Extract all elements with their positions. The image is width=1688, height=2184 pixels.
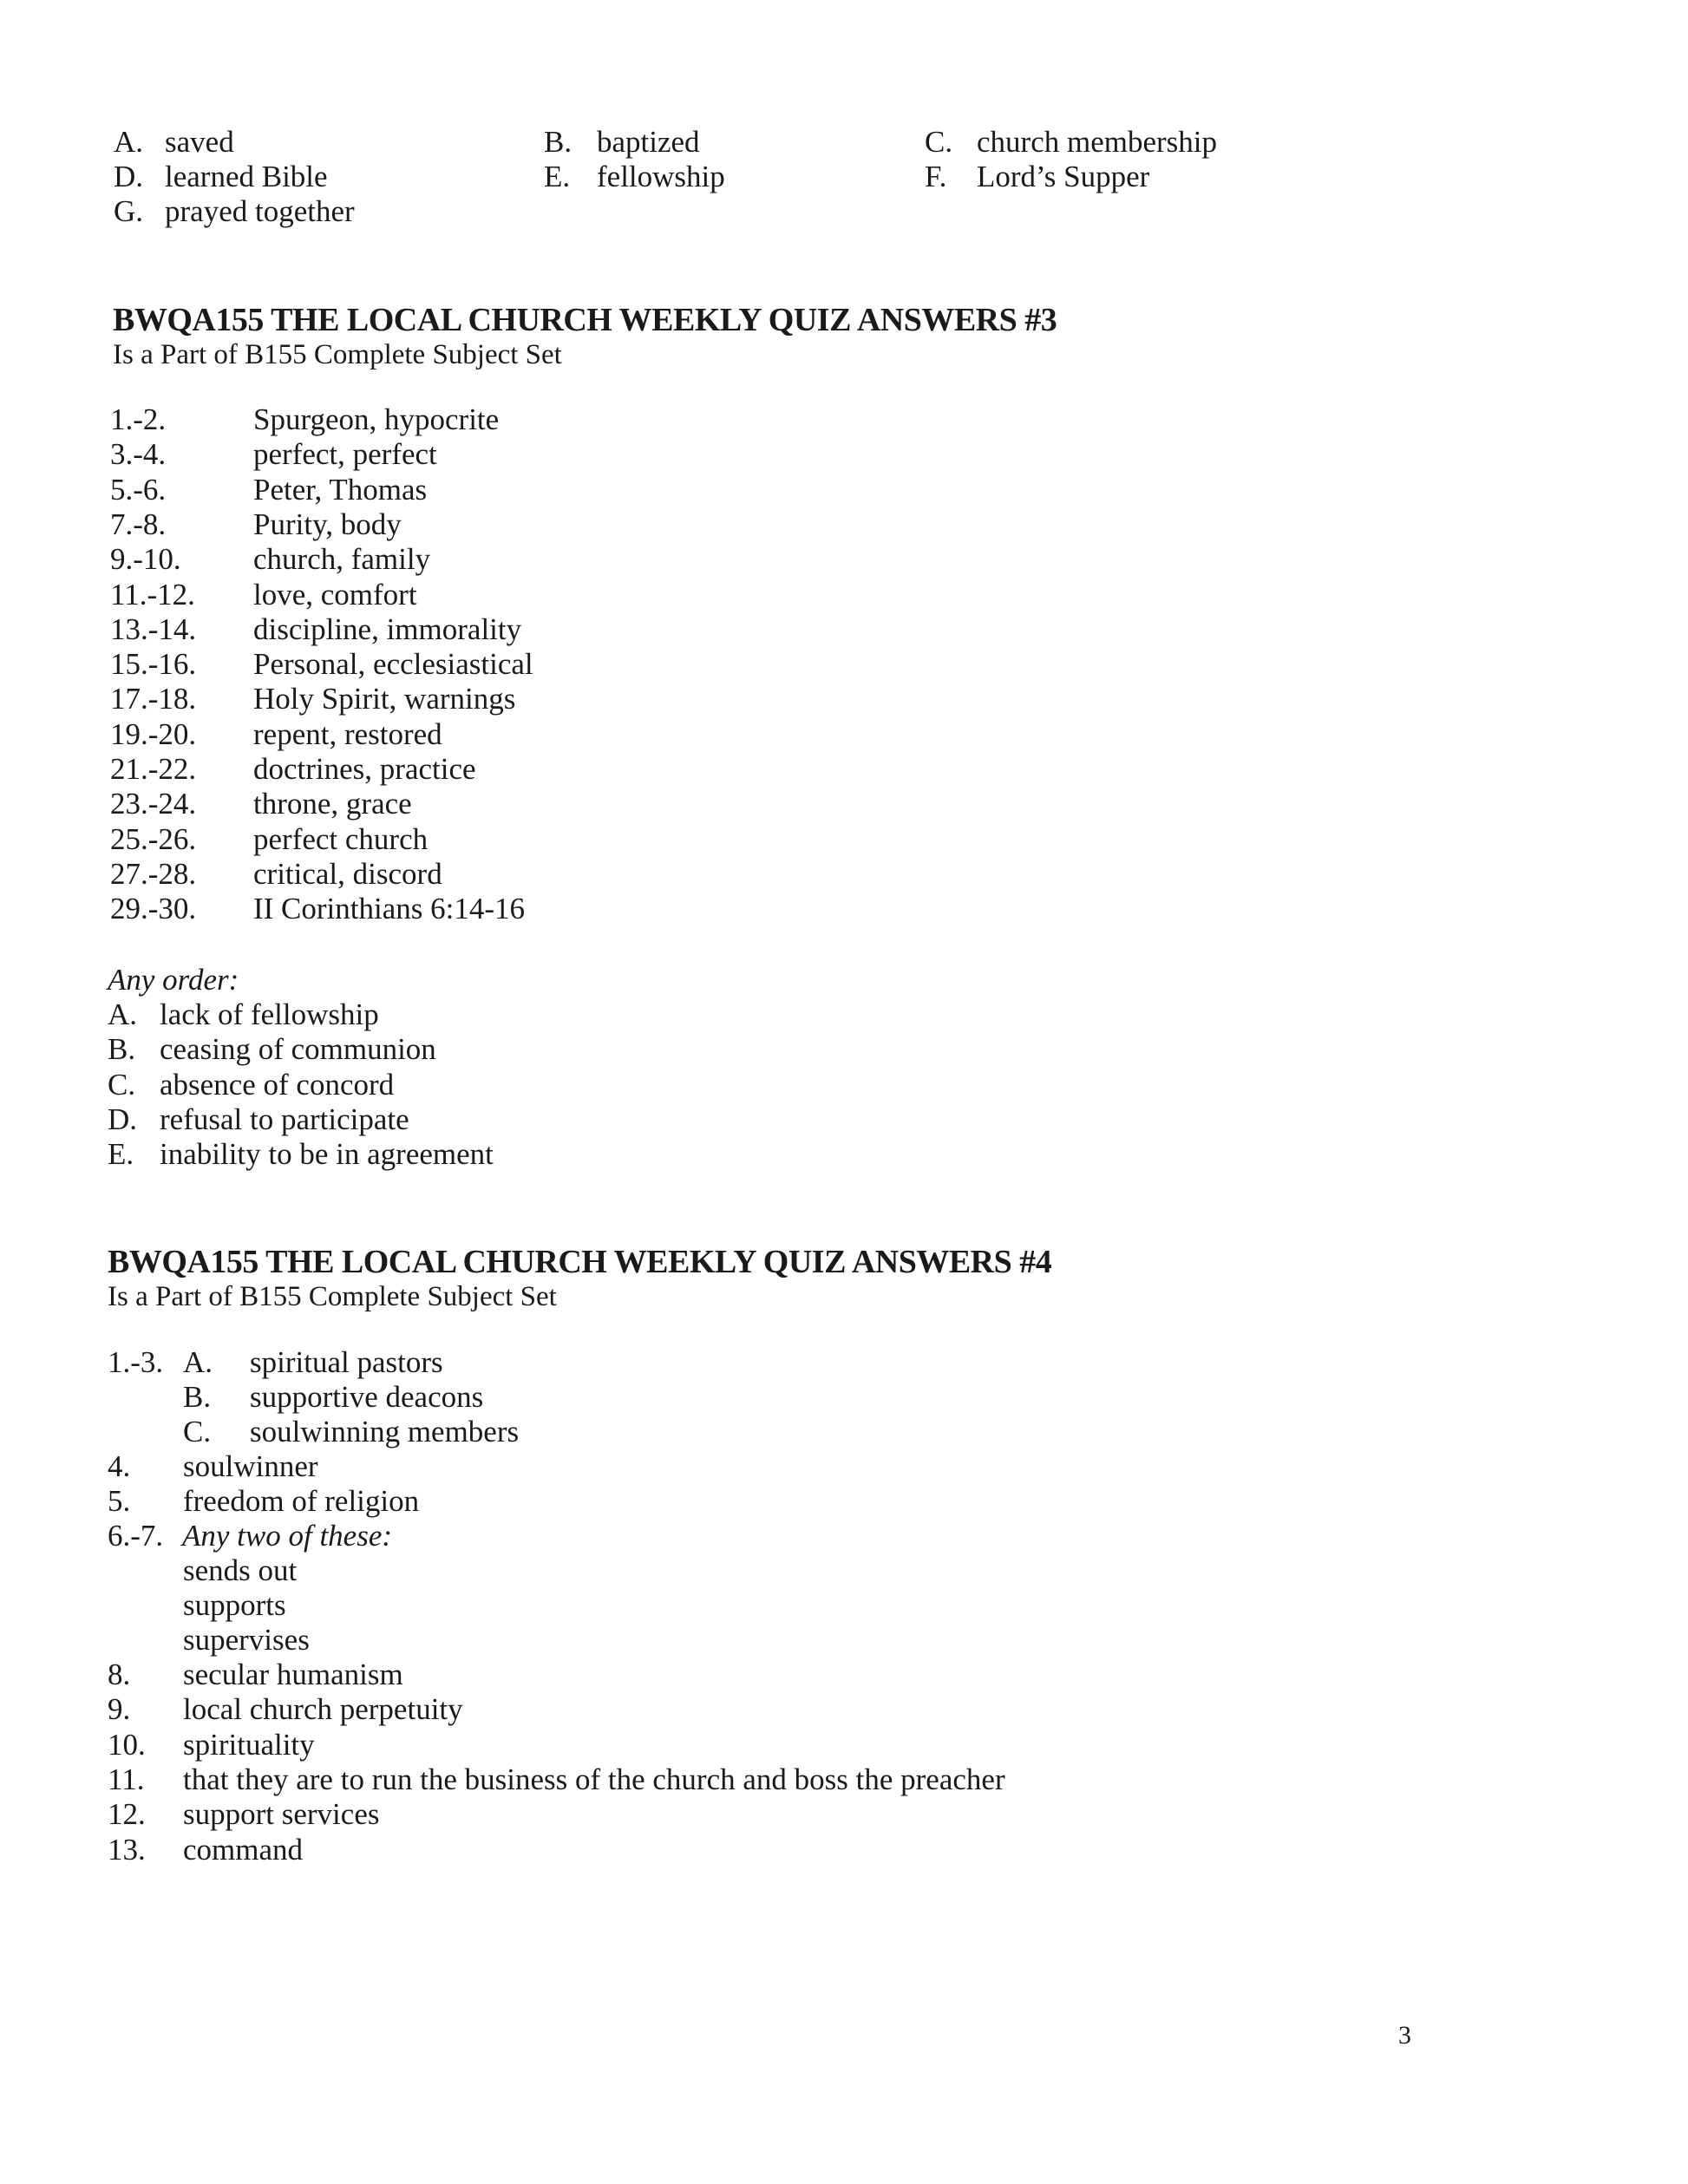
page-number: 3 (1398, 2021, 1411, 2050)
answer-text: repent, restored (253, 716, 442, 751)
answer-text: supports (183, 1588, 286, 1622)
answer-number: A. (108, 997, 138, 1031)
answer-text: refusal to participate (160, 1102, 409, 1136)
answer-number: E. (108, 1137, 134, 1172)
answer-number: 27.-28. (110, 856, 197, 891)
answer-text: Purity, body (253, 507, 402, 541)
choice-letter: D. (114, 160, 144, 193)
answer-number: C. (108, 1067, 136, 1102)
answer-number: 29.-30. (110, 892, 197, 926)
choice-text: saved (165, 125, 234, 159)
answer-number: 9. (108, 1692, 131, 1727)
answer-text: lack of fellowship (160, 997, 379, 1031)
quiz4-title: BWQA155 THE LOCAL CHURCH WEEKLY QUIZ ANSWERS #4 (108, 1244, 1052, 1280)
any-order-label: Any order: (108, 963, 239, 997)
answer-text: perfect, perfect (253, 437, 437, 472)
answer-number: 5.-6. (110, 472, 167, 507)
answer-number: B. (108, 1032, 136, 1067)
answer-text: freedom of religion (183, 1484, 420, 1518)
answer-text: supportive deacons (250, 1380, 484, 1414)
choice-letter: B. (544, 125, 572, 159)
answer-number: 13. (108, 1832, 146, 1867)
answer-number: 8. (108, 1658, 131, 1691)
choice-letter: A. (114, 125, 144, 159)
answer-text: II Corinthians 6:14-16 (253, 892, 526, 926)
answer-text: ceasing of communion (160, 1032, 436, 1067)
choice-text: fellowship (597, 160, 725, 193)
answer-text: supervises (183, 1623, 310, 1657)
choice-text: learned Bible (165, 160, 328, 193)
answer-number: 1.-3. (108, 1345, 164, 1379)
answer-text: Personal, ecclesiastical (253, 647, 533, 682)
answer-text: Peter, Thomas (253, 472, 428, 507)
answer-number: 4. (108, 1449, 131, 1483)
answer-number: 15.-16. (110, 647, 197, 682)
answer-number: 6.-7. (108, 1519, 164, 1553)
answer-number: 23.-24. (110, 787, 197, 821)
choice-text: prayed together (165, 194, 355, 228)
answer-text: soulwinner (183, 1449, 318, 1483)
choice-text: church membership (977, 125, 1217, 159)
answer-number: 11.-12. (110, 577, 195, 611)
answer-text: inability to be in agreement (160, 1137, 494, 1172)
choice-letter: F. (925, 160, 947, 193)
sub-letter: C. (183, 1415, 212, 1448)
any-two-label: Any two of these: (182, 1519, 393, 1553)
answer-text: support services (183, 1797, 380, 1832)
answer-text: local church perpetuity (183, 1692, 463, 1727)
choice-letter: E. (544, 160, 571, 193)
answer-number: 25.-26. (110, 821, 197, 856)
answer-number: 19.-20. (110, 716, 197, 751)
answer-number: 12. (108, 1797, 146, 1832)
answer-number: 3.-4. (110, 437, 167, 472)
answer-number: 1.-2. (110, 402, 167, 436)
sub-letter: B. (183, 1380, 212, 1414)
answer-text: Spurgeon, hypocrite (253, 402, 500, 436)
answer-number: 5. (108, 1484, 131, 1518)
answer-text: secular humanism (183, 1658, 403, 1691)
quiz4-subtitle: Is a Part of B155 Complete Subject Set (108, 1281, 557, 1312)
choice-text: baptized (597, 125, 700, 159)
answer-number: 11. (108, 1762, 145, 1796)
answer-text: soulwinning members (250, 1415, 520, 1448)
answer-text: absence of concord (160, 1067, 395, 1102)
answer-text: sends out (183, 1553, 298, 1587)
answer-text: church, family (253, 542, 431, 577)
answer-number: 10. (108, 1727, 146, 1762)
answer-text: spiritual pastors (250, 1345, 443, 1379)
answer-text: throne, grace (253, 787, 412, 821)
answer-text: love, comfort (253, 577, 417, 611)
answer-number: 17.-18. (110, 682, 197, 716)
answer-text: doctrines, practice (253, 752, 476, 786)
sub-letter: A. (183, 1345, 213, 1379)
answer-number: 7.-8. (110, 507, 167, 541)
answer-text: that they are to run the business of the church and boss the preacher (183, 1762, 1005, 1796)
choice-text: Lord’s Supper (977, 160, 1150, 193)
answer-text: critical, discord (253, 856, 442, 891)
answer-number: 9.-10. (110, 542, 181, 577)
quiz3-title: BWQA155 THE LOCAL CHURCH WEEKLY QUIZ ANSWERS #3 (113, 302, 1057, 338)
quiz3-subtitle: Is a Part of B155 Complete Subject Set (113, 339, 562, 370)
choice-letter: G. (114, 194, 144, 228)
choice-letter: C. (925, 125, 953, 159)
answer-number: 13.-14. (110, 611, 197, 646)
answer-text: Holy Spirit, warnings (253, 682, 516, 716)
answer-number: 21.-22. (110, 752, 197, 786)
answer-text: spirituality (183, 1727, 315, 1762)
answer-text: command (183, 1832, 304, 1867)
answer-number: D. (108, 1102, 138, 1136)
answer-text: perfect church (253, 821, 429, 856)
answer-text: discipline, immorality (253, 611, 522, 646)
